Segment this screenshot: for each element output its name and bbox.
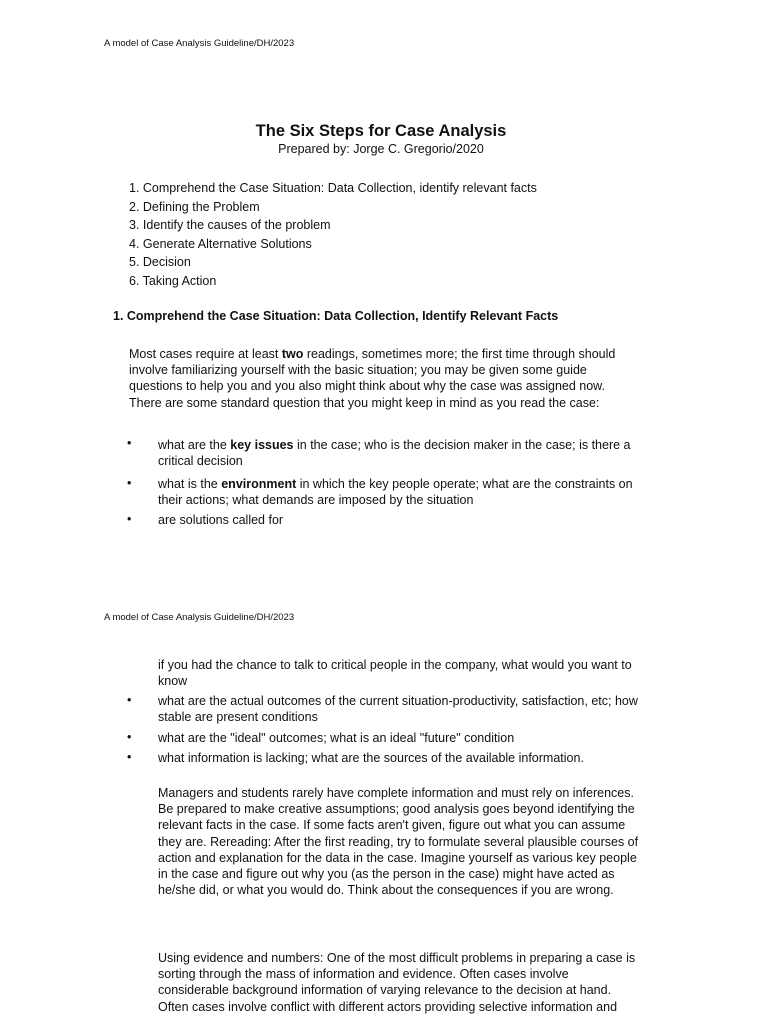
step-item: 5. Decision [129, 255, 191, 270]
document-subtitle: Prepared by: Jorge C. Gregorio/2020 [278, 142, 484, 156]
bullet-item: what are the actual outcomes of the current situation-productivity, satisfaction, etc; how stable are present conditions [158, 694, 638, 725]
step-item: 1. Comprehend the Case Situation: Data Collection, identify relevant facts [129, 181, 537, 195]
step-item: 4. Generate Alternative Solutions [129, 236, 312, 251]
bullet-icon: • [127, 693, 132, 707]
bullet-item: what are the key issues in the case; who is the decision maker in the case; is there a critical decision [158, 438, 631, 469]
bullet-icon: • [127, 750, 132, 764]
bullet-item: what information is lacking; what are the sources of the available information. [158, 751, 584, 765]
body-paragraph: Using evidence and numbers: One of the most difficult problems in preparing a case is sorting through the mass of information and evidence. Often cases involve considerable background information of varying relevance to the decision at hand. Often cases involve conflict with different actors providing selective information and [158, 951, 636, 1014]
step-item: 3. Identify the causes of the problem [129, 218, 331, 233]
bullet-icon: • [127, 436, 132, 450]
bullet-icon: • [127, 730, 132, 744]
bullet-item: are solutions called for [158, 513, 284, 527]
steps-list [129, 179, 537, 291]
bullet-item: what is the environment in which the key people operate; what are the constraints on their actions; what demands are imposed by the situation [158, 477, 633, 508]
step-item: 6. Taking Action [129, 273, 217, 288]
step-item: 2. Defining the Problem [129, 199, 260, 214]
bullet-item: what are the "ideal" outcomes; what is an ideal "future" condition [158, 731, 515, 745]
bullet-icon: • [127, 476, 132, 490]
page-header: A model of Case Analysis Guideline/DH/2023 [104, 612, 295, 623]
section-heading: 1. Comprehend the Case Situation: Data Collection, Identify Relevant Facts [113, 309, 559, 323]
continuation-text: if you had the chance to talk to critical people in the company, what would you want to know [158, 658, 632, 689]
body-paragraph: Managers and students rarely have complete information and must rely on inferences. Be prepared to make creative assumptions; good analysis goes beyond identifying the relevant facts in the case. If some facts aren't given, figure out what you can assume they are. Rereading: After the first reading, try to formulate several plausible courses of action and explanation for the data in the case. Imagine yourself as various key people in the case and figure out why you (as the person in the case) might have acted as he/she did, or what you would do. Think about the consequences if you are wrong. [158, 786, 639, 898]
page-header: A model of Case Analysis Guideline/DH/2023 [104, 38, 295, 49]
bullet-icon: • [127, 512, 132, 526]
document-title: The Six Steps for Case Analysis [255, 122, 507, 140]
intro-paragraph: Most cases require at least two readings, sometimes more; the first time through should involve familiarizing yourself with the basic situation; you may be given some guide questions to help you and you also might think about why the case was assigned now. There are some standard question that you might keep in mind as you read the case: [129, 347, 616, 410]
